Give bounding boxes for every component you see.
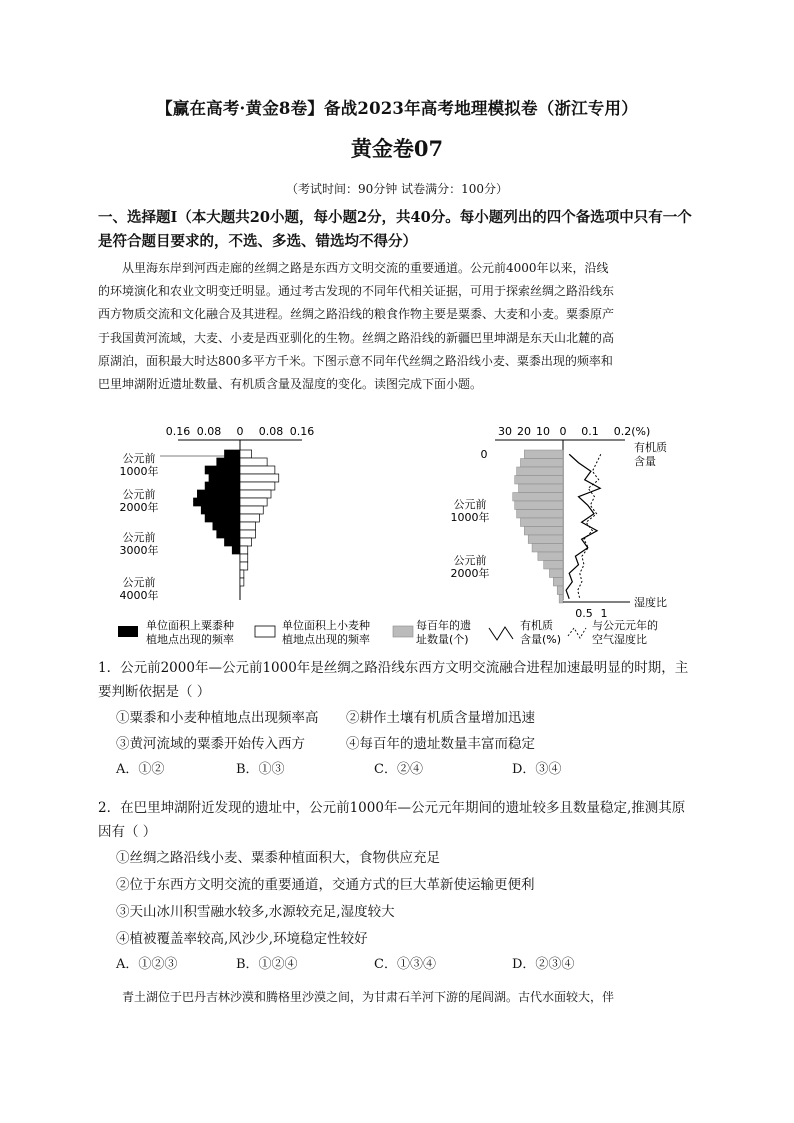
choice-c[interactable]: C．①③④ <box>374 957 436 972</box>
time-label: 公元前 <box>122 488 156 501</box>
millet-bar <box>217 458 240 466</box>
time-label: 公元前 <box>122 576 156 589</box>
passage-line: 的环境演化和农业文明变迁明显。通过考古发现的不同年代相关证据，可用于探索丝绸之路沿线东 <box>98 284 615 299</box>
millet-bar <box>205 466 240 474</box>
right-tick: 0 <box>559 425 567 438</box>
legend-swatch-sites <box>393 626 413 637</box>
wheat-bar <box>240 458 267 466</box>
wheat-bar <box>240 474 279 482</box>
choice-d[interactable]: D．③④ <box>512 762 562 777</box>
left-tick: 0.08 <box>258 425 284 438</box>
statement-4: ④每百年的遗址数量丰富而稳定 <box>346 736 535 752</box>
site-count-bar <box>538 552 563 561</box>
statement-4: ④植被覆盖率较高,风沙少,环境稳定性较好 <box>116 931 368 947</box>
left-tick: 0 <box>236 425 244 438</box>
left-tick: 0.16 <box>165 425 191 438</box>
wheat-bar <box>240 490 271 498</box>
site-count-bar <box>549 569 563 578</box>
site-count-bar <box>559 595 563 604</box>
wheat-bar <box>240 514 259 522</box>
wheat-bar <box>240 482 275 490</box>
wheat-bar <box>240 538 252 546</box>
statement-2: ②位于东西方文明交流的重要通道，交通方式的巨大革新使运输更便利 <box>116 877 535 893</box>
site-count-bar <box>524 527 563 536</box>
wheat-bar <box>240 578 244 586</box>
organic-matter-line <box>566 454 600 599</box>
passage-line: 巴里坤湖附近遗址数量、有机质含量及湿度的变化。读图完成下面小题。 <box>98 377 483 392</box>
bottom-tick: 0.5 <box>575 607 593 620</box>
millet-bar <box>197 490 240 498</box>
right-tick: 30 <box>498 425 512 438</box>
legend-swatch-wheat <box>255 626 275 637</box>
site-count-bar <box>557 586 563 595</box>
choice-a[interactable]: A．①②③ <box>116 957 178 972</box>
legend-humidity-glyph <box>568 628 586 638</box>
wheat-bar <box>240 570 244 578</box>
choice-a[interactable]: A．①② <box>116 762 165 777</box>
y-label: 0 <box>480 448 488 461</box>
millet-bar <box>205 514 240 522</box>
choice-b[interactable]: B．①②④ <box>236 957 298 972</box>
wheat-bar <box>240 466 275 474</box>
millet-bar <box>205 482 240 490</box>
exam-info: （考试时间：90分钟 试卷满分：100分） <box>286 182 508 196</box>
section-heading: 一、选择题Ⅰ（本大题共20小题，每小题2分，共40分。每小题列出的四个备选项中只有一个是符合题目要求的，不选、多选、错选均不得分） <box>98 209 692 250</box>
legend-text: 植地点出现的频率 <box>146 633 234 646</box>
legend-text: 每百年的遗 <box>416 619 471 632</box>
y-label: 1000年 <box>450 511 490 524</box>
y-label: 2000年 <box>450 567 490 580</box>
question-stem: 2．在巴里坤湖附近发现的遗址中，公元前1000年—公元元年期间的遗址较多且数量稳定,推测其原因有（ ） <box>98 800 686 840</box>
millet-bar <box>209 474 240 482</box>
millet-bar <box>201 506 240 514</box>
right-tick: 10 <box>536 425 550 438</box>
wheat-bar <box>240 546 248 554</box>
millet-bar <box>213 522 240 530</box>
passage-line: 从里海东岸到河西走廊的丝绸之路是东西方文明交流的重要通道。公元前4000年以来，沿线 <box>122 261 609 275</box>
passage-line: 于我国黄河流域，大麦、小麦是西亚驯化的生物。丝绸之路沿线的新疆巴里坤湖是东天山北麓的高 <box>98 330 615 345</box>
question-1 <box>98 656 698 784</box>
bottom-tick: 1 <box>600 607 608 620</box>
millet-bar <box>194 498 241 506</box>
millet-bar <box>232 546 240 554</box>
time-label: 公元前 <box>122 452 156 465</box>
choice-d[interactable]: D．②③④ <box>512 957 575 972</box>
legend-swatch-millet <box>118 626 138 637</box>
site-count-bar <box>528 535 563 544</box>
millet-bar <box>225 450 241 458</box>
site-count-bar <box>517 467 563 476</box>
site-count-bar <box>513 493 563 502</box>
right-tick: 20 <box>517 425 531 438</box>
statement-1: ①粟黍和小麦种植地点出现频率高 <box>116 710 319 726</box>
millet-bar <box>217 530 240 538</box>
humidity-ratio-line <box>578 454 601 599</box>
left-chart <box>120 425 315 602</box>
choice-b[interactable]: B．①③ <box>236 762 285 777</box>
question-2 <box>98 796 698 979</box>
time-label: 4000年 <box>119 589 159 602</box>
site-count-bar <box>520 518 563 527</box>
passage-line: 西方物质交流和文化融合及其进程。丝绸之路沿线的粮食作物主要是粟黍、大麦和小麦。粟黍原产 <box>98 307 615 322</box>
legend-text: 含量(%) <box>520 633 562 646</box>
site-count-bar <box>515 476 563 485</box>
legend-organic-glyph <box>489 627 513 640</box>
site-count-bar <box>519 484 563 493</box>
site-count-bar <box>520 459 563 468</box>
site-count-bar <box>532 544 563 553</box>
y-label: 公元前 <box>453 554 487 567</box>
wheat-bar <box>240 522 256 530</box>
paper-title: 黄金卷07 <box>350 136 444 161</box>
site-count-bar <box>517 510 563 519</box>
wheat-bar <box>240 530 256 538</box>
legend-text: 与公元元年的 <box>592 619 658 632</box>
time-label: 公元前 <box>122 531 156 544</box>
statement-2: ②耕作土壤有机质含量增加迅速 <box>346 710 535 726</box>
site-count-bar <box>544 561 563 570</box>
time-label: 1000年 <box>119 465 159 478</box>
statement-3: ③天山冰川积雪融水较多,水源较充足,湿度较大 <box>116 904 395 920</box>
left-tick: 0.08 <box>196 425 222 438</box>
passage-line: 原湖泊，面积最大时达800多平方千米。下图示意不同年代丝绸之路沿线小麦、粟黍出现的频率和 <box>98 353 613 368</box>
left-tick: 0.16 <box>289 425 315 438</box>
right-tick: 0.2(%) <box>613 425 651 438</box>
figure <box>0 420 794 660</box>
organic-label: 含量 <box>634 455 656 468</box>
question-stem: 1．公元前2000年—公元前1000年是丝绸之路沿线东西方文明交流融合进程加速最明显的时期，主要判断依据是（ ） <box>98 660 689 700</box>
site-count-bar <box>515 501 563 510</box>
time-label: 2000年 <box>119 501 159 514</box>
legend-text: 单位面积上小麦种 <box>282 619 370 632</box>
right-tick: 0.1 <box>581 425 599 438</box>
passage-2: 青土湖位于巴丹吉林沙漠和腾格里沙漠之间，为甘肃石羊河下游的尾闾湖。古代水面较大，伴 <box>122 990 615 1004</box>
millet-bar <box>225 538 241 546</box>
legend-text: 有机质 <box>520 619 553 632</box>
wheat-bar <box>240 554 248 562</box>
statement-3: ③黄河流域的粟黍开始传入西方 <box>116 736 305 752</box>
passage-1 <box>98 257 696 396</box>
legend-text: 单位面积上粟黍种 <box>146 619 234 632</box>
legend-text: 址数量(个) <box>416 633 469 646</box>
statement-1: ①丝绸之路沿线小麦、粟黍种植面积大，食物供应充足 <box>116 850 440 866</box>
site-count-bar <box>553 578 563 587</box>
right-chart <box>451 425 668 620</box>
time-label: 3000年 <box>119 544 159 557</box>
legend-text: 植地点出现的频率 <box>282 633 370 646</box>
exam-series-title: 【赢在高考·黄金8卷】备战2023年高考地理模拟卷（浙江专用） <box>156 99 638 118</box>
wheat-bar <box>240 498 267 506</box>
organic-label: 有机质 <box>634 441 667 454</box>
wheat-bar <box>240 506 263 514</box>
legend <box>118 618 658 646</box>
site-count-bar <box>524 450 563 459</box>
legend-text: 空气湿度比 <box>592 633 647 646</box>
y-label: 公元前 <box>453 498 487 511</box>
wheat-bar <box>240 562 248 570</box>
humidity-label: 湿度比 <box>634 596 667 609</box>
choice-c[interactable]: C．②④ <box>374 762 423 777</box>
wheat-bar <box>240 450 252 458</box>
